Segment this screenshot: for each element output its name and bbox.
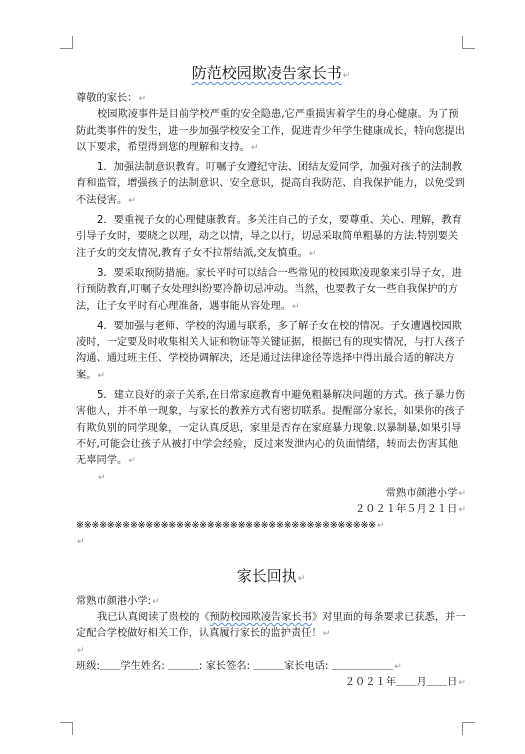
separator-stars: ※※※※※※※※※※※※※※※※※※※※※※※※※※※※※※※※※※※※※※※↵ bbox=[76, 520, 385, 532]
item-paragraph-4: 4．要加强与老师、学校的沟通与联系，多了解子女在校的情况。子女遭遇校园欺凌时，一定要及时收集相关人证和物证等关键证据，根据已有的现实情况，与打人孩子沟通、通过班主任、学校协调解决，还是通过法律途径等选择中得出最合适的解决方案。↵ bbox=[76, 320, 466, 381]
blank-line-3: ↵ bbox=[77, 645, 85, 656]
receipt-addressee: 常熟市颜港小学:↵ bbox=[76, 595, 160, 607]
item-paragraph-5: 5．建立良好的亲子关系,在日常家庭教育中避免粗暴解决问题的方式。孩子暴力伤害他人，并不单一现象，与家长的教养方式有密切联系。提醒部分家长，如果你的孩子有欺负别的同学现象，一定认真反思，家里是否存在家庭暴力现象.以暴制暴,如果引导不好,可能会让孩子从被打中学会经验，反过来发泄内心的负面情绪，转而去伤害其他无辜同学。↵ bbox=[76, 390, 466, 467]
crop-mark-top-right bbox=[462, 36, 475, 49]
document-page bbox=[76, 56, 466, 692]
blank-line-2: ↵ bbox=[77, 537, 85, 548]
signature-school: 常熟市颜港小学↵ bbox=[385, 487, 466, 499]
item-paragraph-3: 3．要采取预防措施。家长平时可以结合一些常见的校园欺凌现象来引导子女，进行预防教育,叮嘱子女处理纠纷要冷静切忌冲动。当然，也要教子女一些自我保护的方法，让子女平时有心理准备，遇事能从容处理。↵ bbox=[76, 267, 462, 312]
receipt-fill-date: ２０２１年＿＿月＿＿日↵ bbox=[344, 677, 466, 689]
document-title: 防范校园欺凌告家长书↵ bbox=[191, 64, 351, 82]
blank-line: ↵ bbox=[98, 472, 106, 483]
item-paragraph-1: 1．加强法制意识教育。叮嘱子女遵纪守法、团结友爱同学，加强对孩子的法制教育和监管，增强孩子的法制意识、安全意识，提高自我防范、自我保护能力，以免受到不法侵害。↵ bbox=[76, 162, 466, 206]
receipt-fill-line: 班级:＿＿学生姓名: ＿＿＿: 家长签名: ＿＿＿家长电话: ＿＿＿＿＿＿↵ bbox=[76, 660, 402, 672]
crop-mark-bottom-left bbox=[60, 722, 73, 735]
crop-mark-top-left bbox=[60, 36, 73, 49]
signature-date: ２０２１年５月２１日↵ bbox=[355, 504, 466, 516]
item-paragraph-2: 2．要重视子女的心理健康教育。多关注自己的子女，要尊重、关心、理解，教育引导子女时，要晓之以理，动之以情，导之以行，切忌采取简单粗暴的方法.特别要关注子女的交友情况,教育子女不拉帮结派,交友慎重。↵ bbox=[76, 215, 462, 259]
receipt-title: 家长回执↵ bbox=[236, 566, 306, 585]
crop-mark-bottom-right bbox=[462, 722, 475, 735]
intro-paragraph: 校园欺凌事件是目前学校严重的安全隐患,它严重损害着学生的身心健康。为了预防此类事件的发生，进一步加强学校安全工作，促进青少年学生健康成长，特向您提出以下要求，希望得到您的理解和支持。↵ bbox=[76, 109, 466, 153]
receipt-body: 我已认真阅读了贵校的《预防校园欺凌告家长书》对里面的每条要求已获悉，并一定配合学校做好相关工作，认真履行家长的监护责任！↵ bbox=[76, 612, 466, 640]
salutation: 尊敬的家长：↵ bbox=[76, 93, 147, 104]
